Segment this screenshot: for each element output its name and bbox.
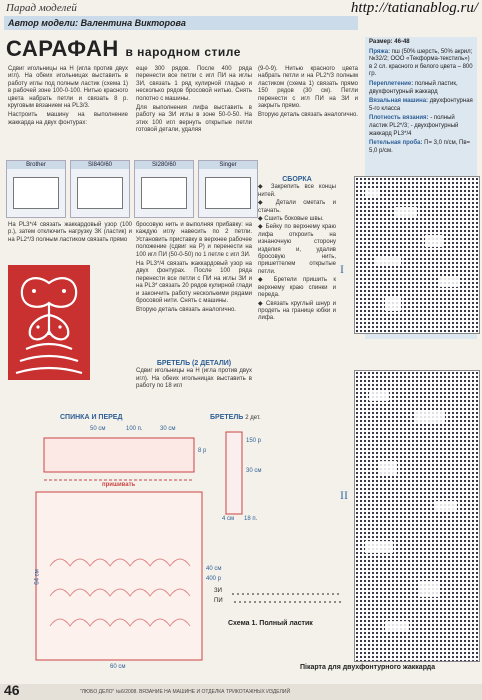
bretel-section [136,360,252,391]
dim-label: 30 см [246,468,262,474]
dim-label: 8 р [198,448,207,454]
machine-label: SI280/60 [135,161,193,169]
machine-carriage-icon [141,177,187,209]
spec-density: Плотность вязания: - полный ластик PL2*/3; - двухфонтурный жаккард PL3*/4 [369,115,459,137]
spec-size: Размер: 46-48 [369,39,410,45]
needle-rib-icon [232,588,344,608]
title-sub: в народном стиле [125,45,241,59]
garment-schematic [30,426,230,676]
dim-label: 400 р [206,576,222,582]
spec-machine: Вязальная машина: двухфонтурная 5-го класса [369,98,473,112]
dim-label: 30 см [160,426,176,432]
assembly-list [258,184,336,322]
paragraph: Для выполнения лифа выставить в работу на ЗИ иглы в зоне 50-0-50. На этих 100 игл вернуть открытые петли готовой детали, удаляя [136,105,252,134]
machine-carriage-icon [13,177,59,209]
punchcard-grid-icon [355,371,479,661]
footer-text: "ЛЮБО ДЕЛО" №6/2008. ВЯЗАНИЕ НА МАШИНЕ И ОТДЕЛКА ТРИКОТАЖНЫХ ИЗДЕЛИЙ [80,689,291,695]
machine-si280 [134,160,194,218]
bretel-diagram [214,428,274,524]
strap-pattern-icon [214,428,274,524]
machine-label: SI840/60 [71,161,129,169]
paragraph: (9-0-9). Нитью красного цвета набрать петли и на PL2*/3 полным ластиком (схема 1) связать прямо 150 рядов (30 см). Петли перенести с игл ПИ на ЗИ и закрыть прямо. [258,66,358,110]
jacquard-punchcard-bottom [354,370,480,662]
chart-label-i: I [340,262,344,276]
dim-label: 150 р [246,438,262,444]
paragraph: бросовую нить и выполняя прибавку: на каждую иглу навесить по 2 петли. Установить приставку в верхнее рабочее положение (сдвиг на Р) и перенести на 100 игл ПИ (50-0-50) по 1 петле с игл ЗИ. [136,222,252,258]
text-column-1 [8,66,128,127]
paragraph: еще 300 рядов. После 400 ряда перенести все петли с игл ПИ на иглы ЗИ, связать 1 ряд кулирной гладью и несколько рядов бросовой нитью. Снять полотно с машины. [136,66,252,102]
assembly-section [258,176,336,324]
machine-label: Singer [199,161,257,169]
list-item: ◆ Детали сметать и стачать. [258,200,336,214]
spec-interlacing: Переплетение: полный ластик, двухфонтурный жаккард [369,80,458,95]
machine-singer [198,160,258,218]
dim-label: 100 п. [126,426,143,432]
series-title: Парад моделей [6,2,77,14]
chart-label-ii: II [340,488,348,502]
paragraph: На PL3*/4 связать жаккардовый узор (100 р.), затем отключить нагрузку ЗК (ластик) и на PL2*/3 полным ластиком связать прямо [8,222,132,243]
paragraph: На PL3*/4 связать жаккардовый узор на двух фонтурах. После 100 ряда перенести все петли с ПИ на иглы ЗИ и на PL3* связать 20 рядов кулирной глади и закончить работу несколькими рядами бросовой нити. Снять с машины. [136,261,252,305]
list-item: ◆ Сшить боковые швы. [258,216,324,223]
author-bar: Автор модели: Валентина Викторова [4,16,358,30]
machine-label: Brother [7,161,65,169]
schematic-title: СПИНКА И ПЕРЕД [60,414,123,421]
jacquard-punchcard-top [354,176,480,334]
source-url[interactable]: http://tatianablog.ru/ [350,0,478,16]
dim-label: 40 см [206,566,222,572]
title-main: САРАФАН [6,36,119,61]
paragraph: Сдвиг игольницы на Н (игла против двух игл). На обеих игольницах выставить в работу по 18 игл [136,368,252,390]
attach-label: пришивать [102,482,136,488]
text-column-3 [258,66,358,120]
list-item: ◆ Бейку по верхнему краю лифа откроить на изнаночную сторону изделия и, удалив бросовую нить, пришеттелем открытые петли. [258,224,336,275]
bed-label: ЗИ [214,588,222,594]
list-item: ◆ Бретели пришить к верхнему краю спинки и переда. [258,277,336,299]
butterfly-motif-icon [8,265,90,380]
paragraph: Вторую деталь связать аналогично. [136,307,236,314]
bretel-diagram-title: БРЕТЕЛЬ 2 дет. [210,414,261,421]
punchcard-caption: Пікарта для двухфонтурного жаккарда [300,664,436,671]
scheme-1-diagram [214,588,344,610]
machine-brother [6,160,66,218]
list-item: ◆ Связать круглый шнур и продеть на границе юбки и лифа. [258,300,337,322]
scheme-1-caption: Схема 1. Полный ластик [228,620,313,627]
spec-yarn: Пряжа: пш (50% шерсть, 50% акрил; №32/2; ООО «Текформа-текстиль») в 2 сл. красного и белого цвета – 800 гр. [369,48,473,78]
punchcard-grid-icon [355,177,479,333]
dim-label: 18 п. [244,516,258,522]
text-column-1-cont [8,222,132,244]
dim-label: 4 см [222,516,235,522]
bed-label: ПИ [214,598,223,604]
dim-label: 64 см [34,569,41,585]
section-title: БРЕТЕЛЬ (2 ДЕТАЛИ) [156,360,232,367]
paragraph: Настроить машину на выполнение жаккарда на двух фонтурах: [8,112,128,126]
paragraph: Сдвиг игольницы на Н (игла против двух игл). На обеих игольницах выставить в работу иглы под полным ластик (схема 1) в рабочей зоне 100-0-100. Нитью красного цвета набрать петли и связать 8 р. круговым вязанием на PL3/3. [8,66,128,110]
garment-pattern-icon [30,426,230,676]
section-title: СБОРКА [282,176,312,183]
machine-diagrams [6,160,262,218]
text-column-2-cont [136,222,252,315]
jacquard-motif-image [8,265,90,380]
dim-label: 60 см [110,664,126,670]
dim-label: 50 см [90,426,106,432]
machine-carriage-icon [77,177,123,209]
page-footer [0,684,482,700]
page-number: 46 [4,682,20,698]
machine-carriage-icon [205,177,251,209]
page-title [6,36,241,62]
list-item: ◆ Закрепить все концы нитей. [258,184,336,198]
paragraph: Вторую деталь связать аналогично. [258,112,358,119]
machine-si840 [70,160,130,218]
text-column-2 [136,66,252,135]
spec-gauge: Петельная проба: П= 3,0 п/см, Пв= 5,0 р/см. [369,140,471,154]
